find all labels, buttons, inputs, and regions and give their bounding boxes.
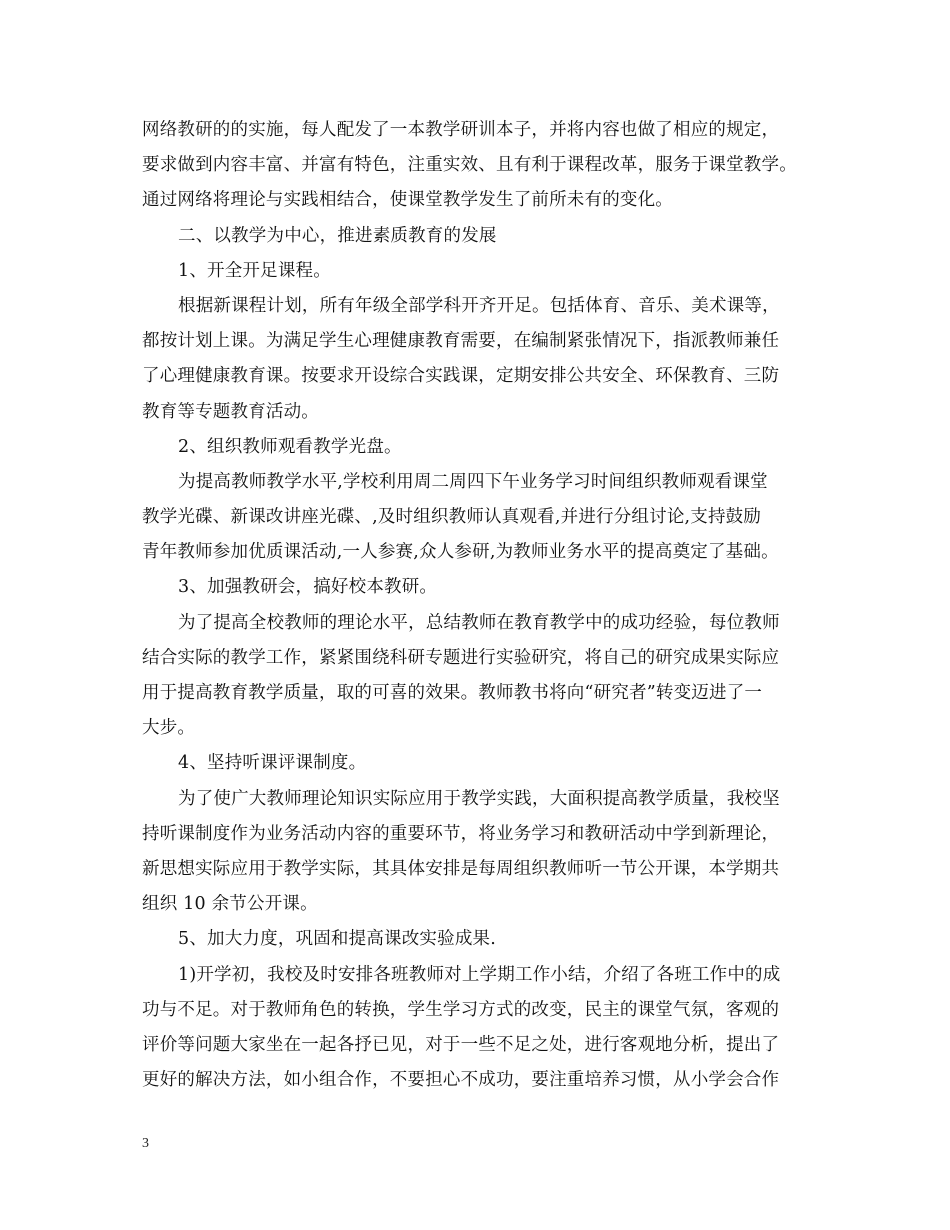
paragraph-line-indented: 为了使广大教师理论知识实际应用于教学实践，大面积提高教学质量，我校坚 — [178, 788, 780, 809]
document-body — [142, 113, 824, 1098]
paragraph-line-indented: 2、组织教师观看教学光盘。 — [178, 436, 402, 457]
paragraph-line: 青年教师参加优质课活动,一人参赛,众人参研,为教师业务水平的提高奠定了基础。 — [142, 542, 779, 563]
paragraph-line: 更好的解决方法，如小组合作，不要担心不成功，要注重培养习惯，从小学会合作 — [142, 1070, 780, 1091]
paragraph-line: 了心理健康教育课。按要求开设综合实践课，定期安排公共安全、环保教育、三防 — [142, 366, 780, 387]
paragraph-line-indented: 为提高教师教学水平,学校利用周二周四下午业务学习时间组织教师观看课堂 — [178, 471, 768, 492]
paragraph-line: 教学光碟、新课改讲座光碟、,及时组织教师认真观看,并进行分组讨论,支持鼓励 — [142, 507, 762, 528]
paragraph-line-indented: 二、以教学为中心，推进素质教育的发展 — [178, 225, 497, 246]
paragraph-line-indented: 1)开学初，我校及时安排各班教师对上学期工作小结，介绍了各班工作中的成 — [178, 964, 781, 985]
paragraph-line: 要求做到内容丰富、并富有特色，注重实效、且有利于课程改革，服务于课堂教学。 — [142, 155, 797, 176]
paragraph-line-indented: 1、开全开足课程。 — [178, 260, 331, 281]
paragraph-line: 结合实际的教学工作，紧紧围绕科研专题进行实验研究，将自己的研究成果实际应 — [142, 647, 780, 668]
paragraph-line: 都按计划上课。为满足学生心理健康教育需要，在编制紧张情况下，指派教师兼任 — [142, 331, 780, 352]
paragraph-line: 教育等专题教育活动。 — [142, 401, 319, 422]
paragraph-line: 评价等问题大家坐在一起各抒已见，对于一些不足之处，进行客观地分析，提出了 — [142, 1034, 780, 1055]
paragraph-line: 网络教研的的实施，每人配发了一本教学研训本子，并将内容也做了相应的规定， — [142, 120, 780, 140]
paragraph-line: 新思想实际应用于教学实际，其具体安排是每周组织教师听一节公开课，本学期共 — [142, 858, 780, 879]
paragraph-line: 用于提高教育教学质量，取的可喜的效果。教师教书将向“研究者”转变迈进了一 — [142, 683, 763, 703]
paragraph-line-indented: 为了提高全校教师的理论水平，总结教师在教育教学中的成功经验，每位教师 — [178, 612, 780, 633]
paragraph-line: 功与不足。对于教师角色的转换，学生学习方式的改变，民主的课堂气氛，客观的 — [142, 999, 780, 1020]
paragraph-line-indented: 3、加强教研会，搞好校本教研。 — [178, 577, 438, 598]
paragraph-line: 持听课制度作为业务活动内容的重要环节，将业务学习和教研活动中学到新理论， — [142, 823, 780, 844]
paragraph-line-indented: 根据新课程计划，所有年级全部学科开齐开足。包括体育、音乐、美术课等， — [178, 295, 780, 316]
paragraph-line: 通过网络将理论与实践相结合，使课堂教学发生了前所未有的变化。 — [142, 190, 673, 211]
paragraph-line-indented: 5、加大力度，巩固和提高课改实验成果. — [178, 929, 496, 950]
paragraph-line: 大步。 — [142, 718, 196, 739]
paragraph-line: 组织 10 余节公开课。 — [142, 894, 318, 915]
page-number: 3 — [142, 1136, 149, 1151]
paragraph-line-indented: 4、坚持听课评课制度。 — [178, 753, 367, 774]
